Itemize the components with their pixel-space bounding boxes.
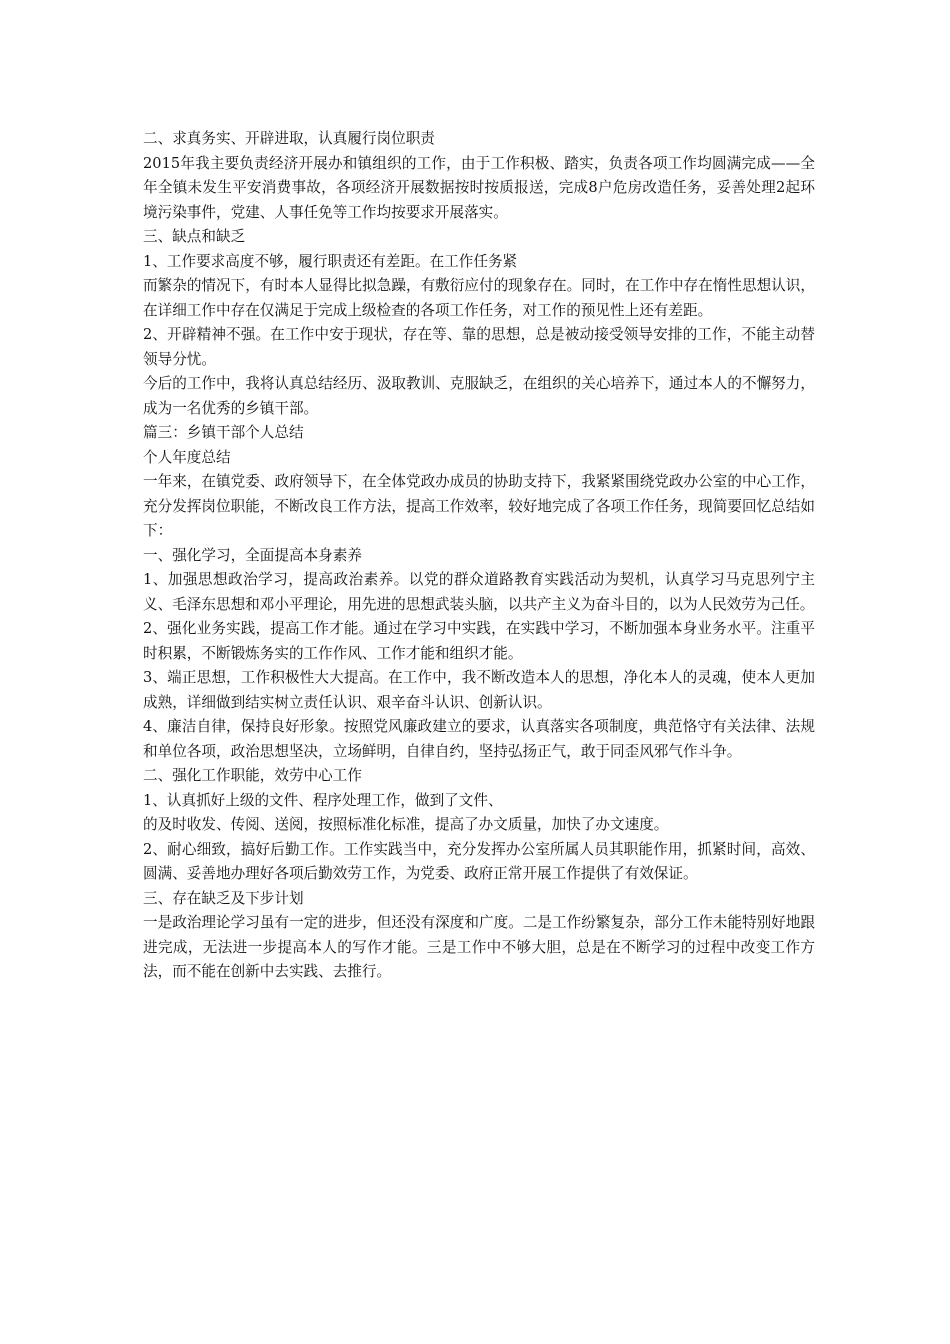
- document-page: [143, 127, 815, 985]
- body-paragraph: 的及时收发、传阅、送阅，按照标准化标准，提高了办文质量，加快了办文速度。: [143, 816, 669, 833]
- body-paragraph: 今后的工作中，我将认真总结经历、汲取教训、克服缺乏，在组织的关心培养下，通过本人的不懈努力，成为一名优秀的乡镇干部。: [143, 375, 815, 417]
- section-heading-3b: 三、存在缺乏及下步计划: [143, 889, 304, 907]
- body-paragraph: 1、工作要求高度不够，履行职责还有差距。在工作任务紧: [143, 252, 518, 270]
- section-heading-2b: 二、强化工作职能，效劳中心工作: [143, 767, 362, 784]
- section-heading-2: 二、求真务实、开辟进取，认真履行岗位职责: [143, 130, 435, 147]
- body-paragraph: 2、开辟精神不强。在工作中安于现状，存在等、靠的思想，总是被动接受领导安排的工作，不能主动替领导分忧。: [143, 326, 815, 368]
- body-paragraph: 2、强化业务实践，提高工作才能。通过在学习中实践，在实践中学习，不断加强本身业务水平。注重平时积累，不断锻炼务实的工作作风、工作才能和组织才能。: [143, 620, 815, 662]
- body-paragraph: 1、认真抓好上级的文件、程序处理工作，做到了文件、: [143, 791, 503, 809]
- section-heading-3: 三、缺点和缺乏: [143, 228, 246, 245]
- body-paragraph: 3、端正思想，工作积极性大大提高。在工作中，我不断改造本人的思想，净化本人的灵魂，使本人更加成熟，详细做到结实树立责任认识、艰辛奋斗认识、创新认识。: [143, 669, 815, 711]
- body-paragraph: 一是政治理论学习虽有一定的进步，但还没有深度和广度。二是工作纷繁复杂，部分工作未能特别好地跟进完成，无法进一步提高本人的写作才能。三是工作中不够大胆，总是在不断学习的过程中改变工作方法，而不能在创新中去实践、去推行。: [143, 914, 815, 980]
- article-subtitle: 个人年度总结: [143, 448, 231, 466]
- article-title: 篇三：乡镇干部个人总结: [143, 424, 304, 441]
- body-paragraph: 一年来，在镇党委、政府领导下，在全体党政办成员的协助支持下，我紧紧围绕党政办公室的中心工作，充分发挥岗位职能，不断改良工作方法，提高工作效率，较好地完成了各项工作任务，现简要回忆总结如下：: [143, 473, 815, 539]
- body-paragraph: 1、加强思想政治学习，提高政治素养。以党的群众道路教育实践活动为契机，认真学习马克思列宁主义、毛泽东思想和邓小平理论，用先进的思想武装头脑，以共产主义为奋斗目的，以为人民效劳为己任。: [143, 571, 815, 613]
- body-paragraph: 2、耐心细致，搞好后勤工作。工作实践当中，充分发挥办公室所属人员其职能作用，抓紧时间，高效、圆满、妥善地办理好各项后勤效劳工作，为党委、政府正常开展工作提供了有效保证。: [143, 840, 815, 882]
- section-heading-1: 一、强化学习，全面提高本身素养: [143, 546, 362, 564]
- body-paragraph: 2015年我主要负责经济开展办和镇组织的工作，由于工作积极、踏实，负责各项工作均圆满完成——全年全镇未发生平安消费事故，各项经济开展数据按时按质报送，完成8户危房改造任务，妥善处理2起环境污染事件，党建、人事任免等工作均按要求开展落实。: [143, 154, 815, 221]
- body-paragraph: 4、廉洁自律，保持良好形象。按照党风廉政建立的要求，认真落实各项制度，典范恪守有关法律、法规和单位各项，政治思想坚决，立场鲜明，自律自约，坚持弘扬正气，敢于同歪风邪气作斗争。: [143, 718, 815, 760]
- body-paragraph: 而繁杂的情况下，有时本人显得比拟急躁，有敷衍应付的现象存在。同时，在工作中存在惰性思想认识，在详细工作中存在仅满足于完成上级检查的各项工作任务，对工作的预见性上还有差距。: [143, 277, 815, 319]
